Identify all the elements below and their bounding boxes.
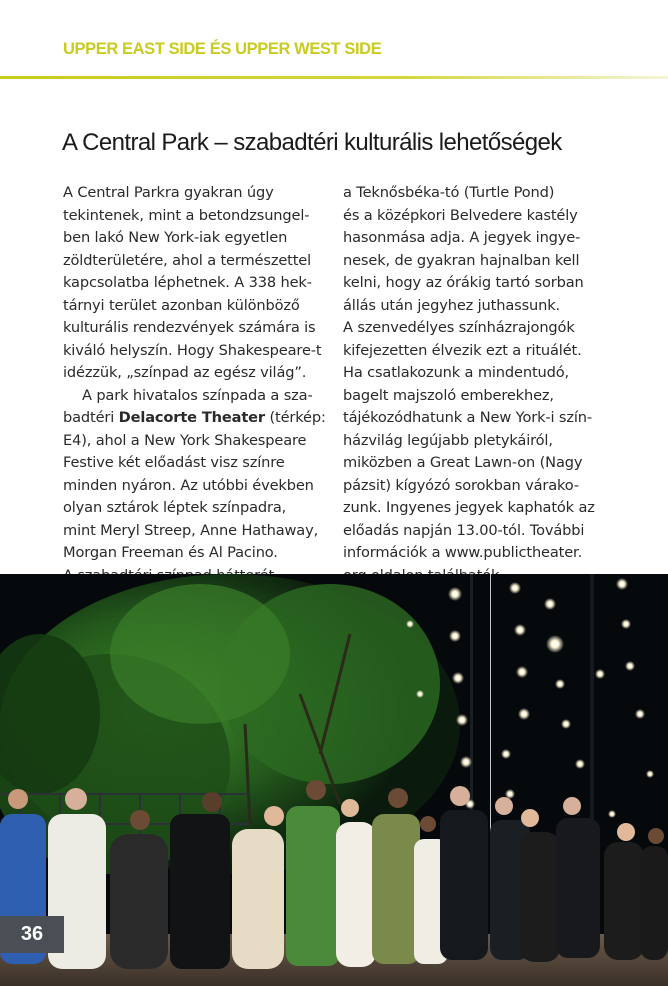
theater-name: Delacorte Theater [118,409,265,426]
text-line: tájékozódhatunk a New York-i szín- [343,409,593,426]
text-line: minden nyáron. Az utóbbi években [63,476,314,494]
text-line: és a középkori Belvedere kastély [343,206,578,224]
text-line: mint Meryl Streep, Anne Hathaway, [63,521,319,539]
text-line: bagelt majszoló emberekhez, [343,386,554,404]
article-right-column [343,182,613,587]
header-divider [0,76,668,79]
section-header: UPPER EAST SIDE ÉS UPPER WEST SIDE [63,40,382,58]
text-line: tárnyi terület azonban különböző [63,296,300,314]
text-line: Morgan Freeman és Al Pacino. [63,544,278,561]
text-line: badtéri Delacorte Theater (térkép: [63,409,326,426]
text-line: nesek, de gyakran hajnalban kell [343,251,580,269]
text-line: állás után jegyhez juthassunk. [343,296,561,314]
theater-photo [0,574,668,986]
text-line: tekintenek, mint a betondzsungel- [63,206,310,224]
text-line: hasonmása adja. A jegyek ingye- [343,229,581,246]
text-line: Ha csatlakozunk a mindentudó, [343,364,570,381]
text-line: kulturális rendezvények számára is [63,319,316,336]
text-line: információk a www.publictheater. [343,544,583,561]
text-line: miközben a Great Lawn-on (Nagy [343,454,583,471]
text-line: zöldterületére, ahol a természettel [63,251,312,269]
page-number: 36 [0,916,64,953]
text-line: A park hivatalos színpada a sza- [82,386,313,404]
text-line: olyan sztárok léptek színpadra, [63,499,287,516]
text-line: előadás napján 13.00-tól. További [343,521,585,539]
text-line: idézzük, „színpad az egész világ”. [63,364,307,381]
text-line: házvilág legújabb pletykáiról, [343,431,553,449]
text-line: A Central Parkra gyakran úgy [63,184,274,201]
text-line: kifejezetten élvezik ezt a rituálét. [343,341,582,359]
text-line: pázsit) kígyózó sorokban várako- [343,476,579,494]
text-line: zunk. Ingyenes jegyek kaphatók az [343,499,595,516]
text-line: ben lakó New York-iak egyetlen [63,229,288,246]
text-line: E4), ahol a New York Shakespeare [63,431,307,449]
text-line: A szenvedélyes színházrajongók [343,319,575,336]
text-line: Festive két előadást visz színre [63,454,285,471]
text-line: kiváló helyszín. Hogy Shakespeare-t [63,341,322,359]
article-title: A Central Park – szabadtéri kulturális lehetőségek [62,129,562,156]
article-left-column [63,182,333,587]
text-line: a Teknősbéka-tó (Turtle Pond) [343,184,555,201]
text-line: kapcsolatba léphetnek. A 338 hek- [63,274,312,291]
text-line: kelni, hogy az órákig tartó sorban [343,274,584,291]
